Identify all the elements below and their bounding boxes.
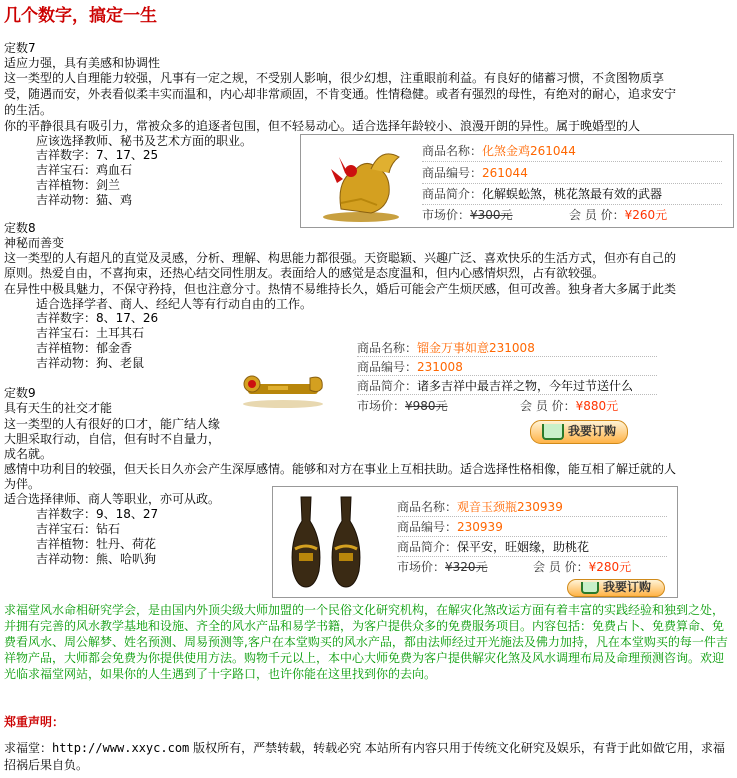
- intro-paragraph: 求福堂风水命相研究学会，是由国内外顶尖级大师加盟的一个民俗文化研究机构，在解灾化煞改运方面有着丰富的实践经验和独到之处，并拥有完善的风水教学基地和设施、齐全的风水产品和易学书籍，为客户提供众多的免费服务项目。内容包括：免费占卜、免费算命、免费看风水、周公解梦、姓名预测、周易预测等,客户在本堂购买的风水产品，都由法师经过开光施法及佛力加持，凡在本堂购买的每一件吉祥物产品，大师都会免费为你提供使用方法。购物千元以上，本中心大师免费为客户提供解灾化煞及风水调理布局及命理预测咨询。欢迎光临求福堂网站，如果你的人生遇到了十字路口，也许你能在这里找到你的去向。: [4, 603, 728, 681]
- product3-desc: 保平安，旺姻缘，助桃花: [457, 540, 590, 554]
- section9-line4: 感情中功利目的较强，但天长日久亦会产生深厚感情。能够和对方在事业上互相扶助。适合选择性格相像，能互相了解迁就的人: [4, 462, 677, 476]
- product3-code: 230939: [457, 520, 503, 534]
- section7-subtitle: 适应力强，具有美感和协调性: [4, 56, 161, 70]
- section7-line2: 受，随遇而安，外表看似柔丰实而温和，内心却非常顽固，不肯变通。性情稳健。或者有强烈的母性，有绝对的耐心，追求安宁: [4, 87, 677, 101]
- product3-market-price-row: 市场价：¥320元: [397, 560, 488, 574]
- product1-member-price: ¥260元: [624, 208, 668, 222]
- section9-lucky-gem: 吉祥宝石：钻石: [36, 522, 121, 536]
- section9-line3: 成名就。: [4, 447, 53, 461]
- product-card-1: [300, 134, 734, 228]
- section9-lucky-plant: 吉祥植物：牡丹、荷花: [36, 537, 157, 551]
- section9-career: 适合选择律师、商人等职业，亦可从政。: [4, 492, 221, 506]
- section7-line4: 你的平静很具有吸引力，常被众多的追逐者包围，但不轻易动心。适合选择年龄较小、浪漫开朗的异性。属于晚婚型的人: [4, 119, 641, 133]
- product3-code-row: 商品编号：230939: [397, 520, 503, 534]
- section7-lucky-number: 吉祥数字：7、17、25: [36, 148, 159, 162]
- product2-market-price: ¥980元: [405, 399, 448, 413]
- product3-buy-button[interactable]: 我要订购: [567, 579, 665, 597]
- section9-lucky-number: 吉祥数字：9、18、27: [36, 507, 159, 521]
- product1-name-row: 商品名称：化煞金鸡261044: [422, 144, 576, 158]
- section8-career: 适合选择学者、商人、经纪人等有行动自由的工作。: [36, 297, 313, 311]
- section8-lucky-number: 吉祥数字：8、17、26: [36, 311, 159, 325]
- product2-code-row: 商品编号：231008: [357, 360, 463, 374]
- product1-member-price-row: 会 员 价：¥260元: [569, 208, 668, 222]
- section8-lucky-gem: 吉祥宝石：土耳其石: [36, 326, 145, 340]
- product1-code-row: 商品编号：261044: [422, 166, 528, 180]
- footer-url-link[interactable]: http://www.xxyc.com: [52, 741, 190, 755]
- section8-subtitle: 神秘而善变: [4, 236, 65, 250]
- product2-buy-button[interactable]: 我要订购: [530, 420, 628, 444]
- section8-line2: 原则。热爱自由，不喜拘束，还热心结交同性朋友。表面给人的感觉是态度温和，但内心感情炽烈，占有欲较强。: [4, 266, 605, 280]
- section7-lucky-animal: 吉祥动物：猫、鸡: [36, 193, 133, 207]
- section8-lucky-animal: 吉祥动物：狗、老鼠: [36, 356, 145, 370]
- product1-code: 261044: [482, 166, 528, 180]
- section8-lucky-plant: 吉祥植物：郁金香: [36, 341, 133, 355]
- footer-text: 求福堂：http://www.xxyc.com 版权所有，严禁转载，转载必究 本站所有内容只用于传统文化研究及娱乐，有背于此如做它用，求福招祸后果自负。: [4, 741, 725, 772]
- section9-heading: 定数9: [4, 386, 36, 400]
- section9-line1: 这一类型的人有很好的口才，能广结人缘: [4, 417, 221, 431]
- section8-heading: 定数8: [4, 221, 36, 235]
- product1-desc-row: 商品简介：化解蜈蚣煞，桃花煞最有效的武器: [422, 187, 663, 201]
- product2-code: 231008: [417, 360, 463, 374]
- section7-lucky-plant: 吉祥植物：剑兰: [36, 178, 121, 192]
- product1-market-price: ¥300元: [470, 208, 513, 222]
- section9-line2: 大胆采取行动，自信，但有时不自量力，: [4, 432, 221, 446]
- section7-career: 应该选择教师、秘书及艺术方面的职业。: [36, 134, 253, 148]
- product2-desc: 诸多吉祥中最吉祥之物，今年过节送什么: [417, 379, 634, 393]
- product3-member-price: ¥280元: [588, 560, 632, 574]
- product1-desc: 化解蜈蚣煞，桃花煞最有效的武器: [482, 187, 663, 201]
- section7-line3: 的生活。: [4, 103, 53, 117]
- guanyin-vase-image[interactable]: [279, 491, 379, 591]
- product3-name-link[interactable]: 观音玉颈瓶230939: [457, 500, 563, 514]
- cart-icon: [581, 582, 599, 594]
- section9-lucky-animal: 吉祥动物：熊、哈叭狗: [36, 552, 157, 566]
- section8-line1: 这一类型的人有超凡的直觉及灵感，分析、理解、构思能力都很强。天资聪颖、兴趣广泛、喜欢快乐的生活方式，但亦有自己的: [4, 251, 677, 265]
- product2-name-row: 商品名称：镏金万事如意231008: [357, 341, 535, 355]
- product3-market-price: ¥320元: [445, 560, 488, 574]
- product2-member-price: ¥880元: [575, 399, 619, 413]
- product3-name-row: 商品名称：观音玉颈瓶230939: [397, 500, 563, 514]
- section8-line3: 在异性中极具魅力，不保守矜持，但也注意分寸。热情不易维持长久，婚后可能会产生烦厌感，但可改善。独身者大多属于此类: [4, 282, 677, 296]
- product1-name-link[interactable]: 化煞金鸡261044: [482, 144, 576, 158]
- product1-market-price-row: 市场价：¥300元: [422, 208, 513, 222]
- declaration-title: 郑重声明：: [4, 715, 65, 729]
- section9-subtitle: 具有天生的社交才能: [4, 401, 113, 415]
- section7-lucky-gem: 吉祥宝石：鸡血石: [36, 163, 133, 177]
- product2-member-price-row: 会 员 价：¥880元: [520, 399, 619, 413]
- product-card-3: [272, 486, 678, 598]
- product3-member-price-row: 会 员 价：¥280元: [533, 560, 632, 574]
- product2-market-price-row: 市场价：¥980元: [357, 399, 448, 413]
- golden-rooster-image[interactable]: [311, 139, 411, 223]
- page-title: 几个数字，搞定一生: [4, 6, 157, 26]
- product2-desc-row: 商品简介：诸多吉祥中最吉祥之物，今年过节送什么: [357, 379, 634, 393]
- section7-line1: 这一类型的人自理能力较强，凡事有一定之规，不受别人影响，很少幻想，注重眼前利益。有良好的储蓄习惯，不贪图物质享: [4, 71, 665, 85]
- product3-desc-row: 商品简介：保平安，旺姻缘，助桃花: [397, 540, 590, 554]
- product2-name-link[interactable]: 镏金万事如意231008: [417, 341, 535, 355]
- section9-line5: 为伴。: [4, 477, 41, 491]
- section7-heading: 定数7: [4, 41, 36, 55]
